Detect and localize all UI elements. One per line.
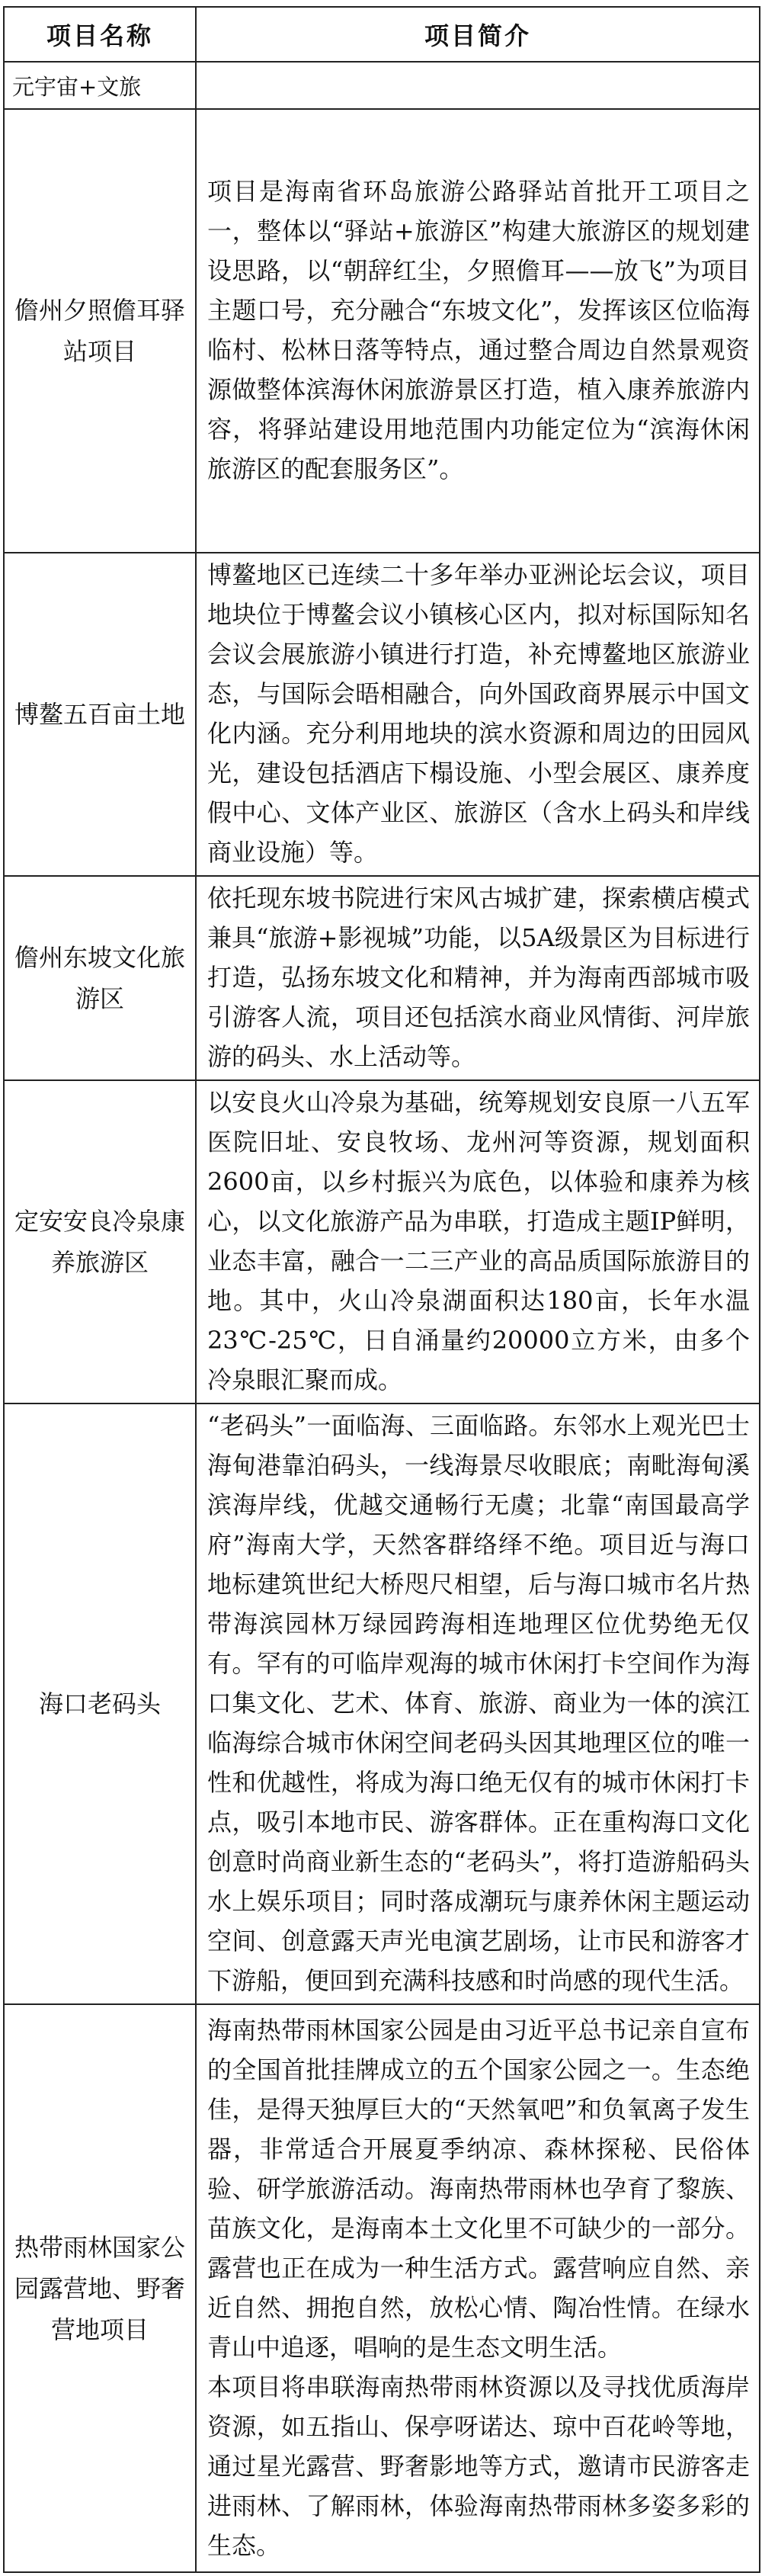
header-project-intro: 项目简介 bbox=[196, 7, 760, 62]
description-paragraph: 依托现东坡书院进行宋风古城扩建，探索横店模式兼具“旅游+影视城”功能，以5A级景区为目标进行打造，弘扬东坡文化和精神，并为海南西部城市吸引游客人流，项目还包括滨水商业风情街、河岸旅游的码头、水上活动等。 bbox=[207, 884, 750, 1071]
project-description bbox=[196, 876, 760, 1080]
projects-table bbox=[3, 6, 760, 2573]
project-name: 海口老码头 bbox=[4, 1403, 196, 2004]
project-description bbox=[196, 1403, 760, 2004]
category-empty-cell bbox=[196, 62, 760, 109]
project-name: 儋州东坡文化旅游区 bbox=[4, 876, 196, 1080]
project-name: 定安安良冷泉康养旅游区 bbox=[4, 1080, 196, 1403]
header-project-name: 项目名称 bbox=[4, 7, 196, 62]
project-description bbox=[196, 109, 760, 553]
table-row bbox=[4, 876, 760, 1080]
description-paragraph: 以安良火山冷泉为基础，统筹规划安良原一八五军医院旧址、安良牧场、龙州河等资源，规划面积2600亩，以乡村振兴为底色，以体验和康养为核心，以文化旅游产品为串联，打造成主题IP鲜明，业态丰富，融合一二三产业的高品质国际旅游目的地。其中，火山冷泉湖面积达180亩，长年水温23℃-25℃，日自涌量约20000立方米，由多个冷泉眼汇聚而成。 bbox=[207, 1088, 750, 1394]
table-row bbox=[4, 1403, 760, 2004]
table-row bbox=[4, 1080, 760, 1403]
description-paragraph: 本项目将串联海南热带雨林资源以及寻找优质海岸资源，如五指山、保亭呀诺达、琼中百花岭等地，通过星光露营、野奢影地等方式，邀请市民游客走进雨林、了解雨林，体验海南热带雨林多姿多彩的生态。 bbox=[207, 2372, 750, 2560]
category-label: 元宇宙+文旅 bbox=[4, 62, 196, 109]
table-row bbox=[4, 553, 760, 876]
project-name: 热带雨林国家公园露营地、野奢营地项目 bbox=[4, 2004, 196, 2572]
project-description bbox=[196, 553, 760, 876]
project-description bbox=[196, 1080, 760, 1403]
description-paragraph: 项目是海南省环岛旅游公路驿站首批开工项目之一，整体以“驿站+旅游区”构建大旅游区的规划建设思路，以“朝辞红尘，夕照儋耳——放飞”为项目主题口号，充分融合“东坡文化”，发挥该区位临海临村、松林日落等特点，通过整合周边自然景观资源做整体滨海休闲旅游景区打造，植入康养旅游内容，将驿站建设用地范围内功能定位为“滨海休闲旅游区的配套服务区”。 bbox=[207, 177, 750, 483]
table-row bbox=[4, 109, 760, 553]
table-row bbox=[4, 2004, 760, 2572]
project-name: 儋州夕照儋耳驿站项目 bbox=[4, 109, 196, 553]
category-row bbox=[4, 62, 760, 109]
description-paragraph: 博鳌地区已连续二十多年举办亚洲论坛会议，项目地块位于博鳌会议小镇核心区内，拟对标国际知名会议会展旅游小镇进行打造，补充博鳌地区旅游业态，与国际会晤相融合，向外国政商界展示中国文化内涵。充分利用地块的滨水资源和周边的田园风光，建设包括酒店下榻设施、小型会展区、康养度假中心、文体产业区、旅游区（含水上码头和岸线商业设施）等。 bbox=[207, 560, 750, 867]
header-row bbox=[4, 7, 760, 62]
project-name: 博鳌五百亩土地 bbox=[4, 553, 196, 876]
description-paragraph: “老码头”一面临海、三面临路。东邻水上观光巴士海甸港靠泊码头，一线海景尽收眼底；南毗海甸溪滨海岸线，优越交通畅行无虞；北靠“南国最高学府”海南大学，天然客群络绎不绝。项目近与海口地标建筑世纪大桥咫尺相望，后与海口城市名片热带海滨园林万绿园跨海相连地理区位优势绝无仅有。罕有的可临岸观海的城市休闲打卡空间作为海口集文化、艺术、体育、旅游、商业为一体的滨江临海综合城市休闲空间老码头因其地理区位的唯一性和优越性，将成为海口绝无仅有的城市休闲打卡点，吸引本地市民、游客群体。正在重构海口文化创意时尚商业新生态的“老码头”，将打造游船码头水上娱乐项目；同时落成潮玩与康养休闲主题运动空间、创意露天声光电演艺剧场，让市民和游客才下游船，便回到充满科技感和时尚感的现代生活。 bbox=[207, 1411, 750, 1995]
project-description bbox=[196, 2004, 760, 2572]
description-paragraph: 海南热带雨林国家公园是由习近平总书记亲自宣布的全国首批挂牌成立的五个国家公园之一。生态绝佳，是得天独厚巨大的“天然氧吧”和负氧离子发生器，非常适合开展夏季纳凉、森林探秘、民俗体验、研学旅游活动。海南热带雨林也孕育了黎族、苗族文化，是海南本土文化里不可缺少的一部分。露营也正在成为一种生活方式。露营响应自然、亲近自然、拥抱自然，放松心情、陶冶性情。在绿水青山中追逐，唱响的是生态文明生活。 bbox=[207, 2015, 750, 2362]
